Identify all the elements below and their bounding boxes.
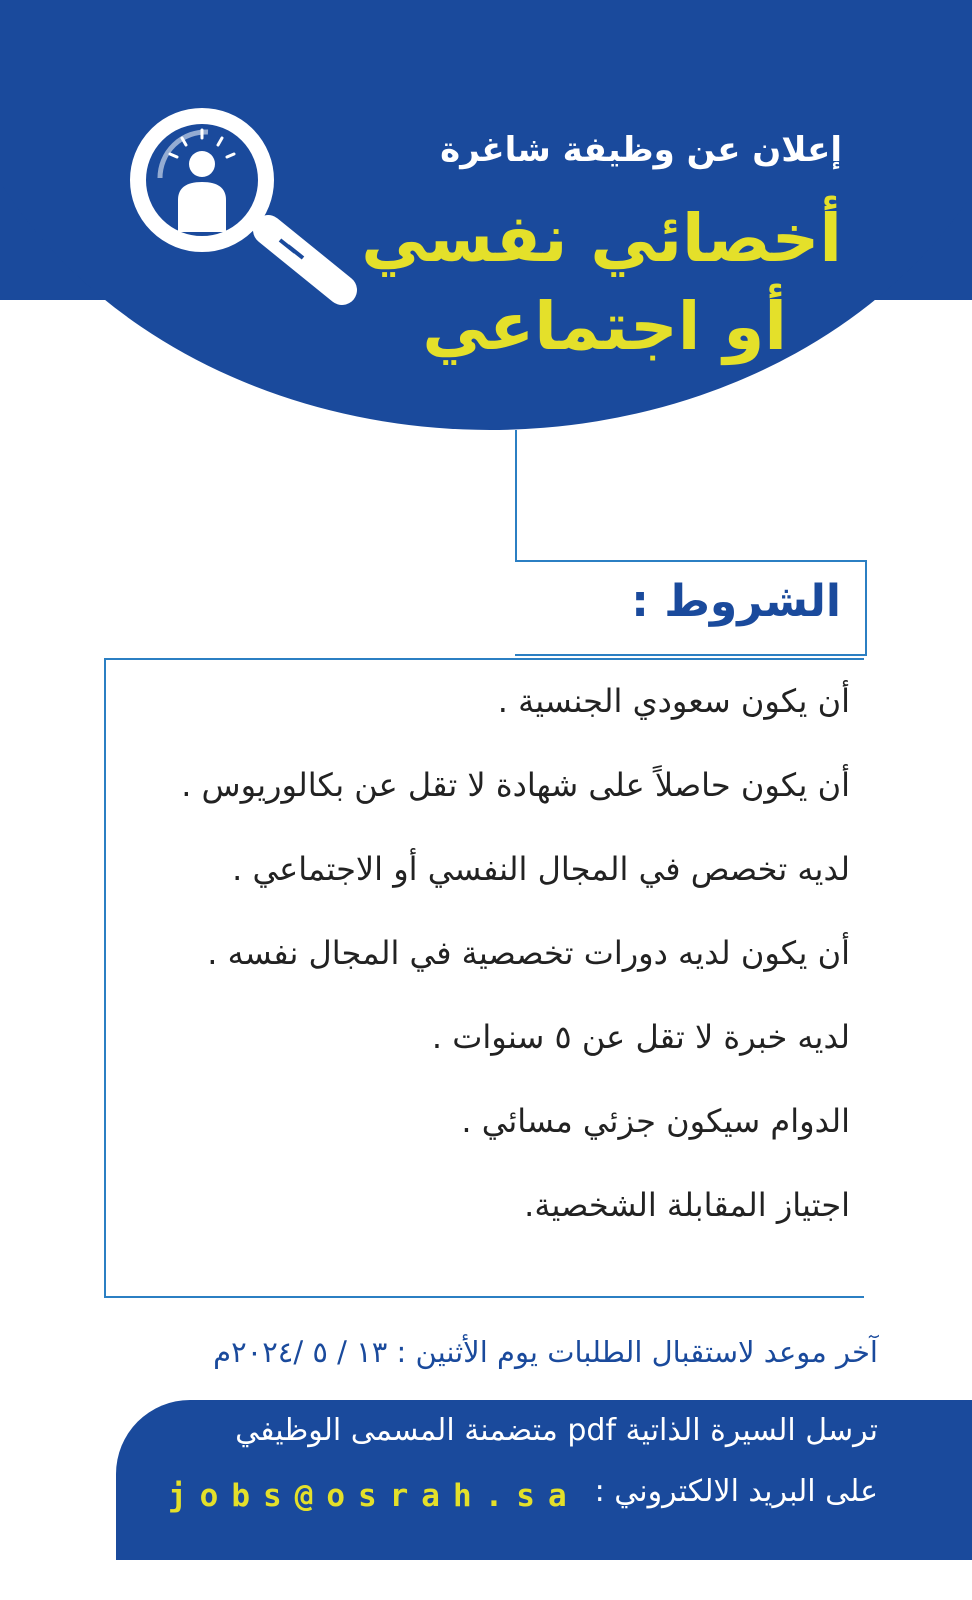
email-link[interactable]: jobs@osrah.sa (168, 1478, 580, 1514)
footer-instructions: ترسل السيرة الذاتية pdf متضمنة المسمى الوظيفي (235, 1413, 878, 1448)
conditions-box (104, 658, 864, 1298)
conditions-heading: الشروط : (631, 576, 841, 627)
condition-item: لديه تخصص في المجال النفسي أو الاجتماعي . (232, 850, 850, 888)
condition-item: أن يكون لديه دورات تخصصية في المجال نفسه . (207, 934, 850, 972)
conditions-heading-box (515, 560, 867, 656)
condition-item: أن يكون حاصلاً على شهادة لا تقل عن بكالوريوس . (181, 766, 850, 804)
connector-line (515, 430, 517, 563)
application-deadline: آخر موعد لاستقبال الطلبات يوم الأثنين : ١٣ / ٥ /٢٠٢٤م (213, 1335, 878, 1369)
condition-item: أن يكون سعودي الجنسية . (497, 682, 850, 720)
magnifier-person-icon (120, 100, 380, 320)
job-title-line-1: أخصائي نفسي (361, 200, 842, 277)
condition-item: اجتياز المقابلة الشخصية. (524, 1186, 850, 1224)
job-title-line-2: أو اجتماعي (422, 288, 787, 365)
footer-email-label: على البريد الالكتروني : (594, 1474, 878, 1509)
subtitle: إعلان عن وظيفة شاغرة (440, 130, 842, 170)
condition-item: الدوام سيكون جزئي مسائي . (461, 1102, 850, 1140)
condition-item: لديه خبرة لا تقل عن ٥ سنوات . (431, 1018, 850, 1056)
